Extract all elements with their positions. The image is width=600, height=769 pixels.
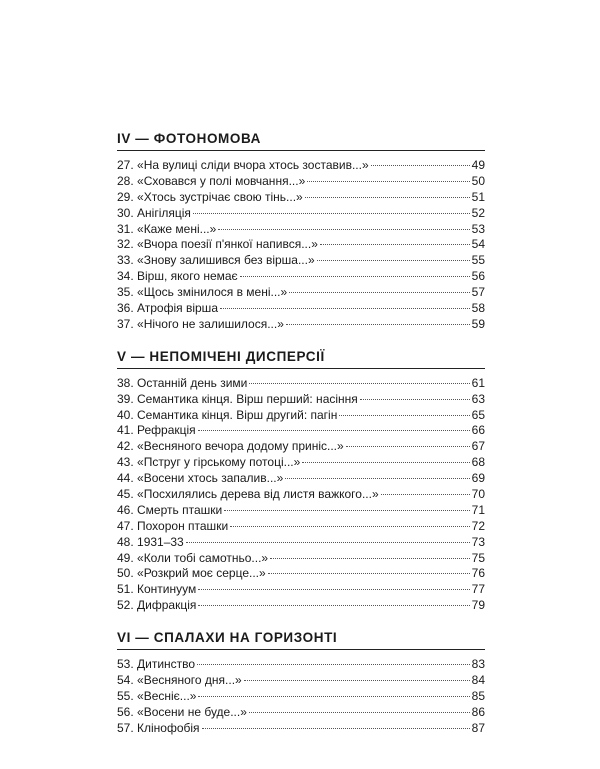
entry-page-number: 59 <box>471 316 485 331</box>
toc-entry <box>117 408 485 424</box>
entry-page-number: 83 <box>471 657 485 672</box>
entry-page-number: 75 <box>471 550 485 565</box>
dot-leader <box>360 399 470 400</box>
toc-entry <box>117 487 485 503</box>
entry-page-number: 79 <box>471 598 485 613</box>
toc-entry <box>117 423 485 439</box>
entry-title: 44. «Восени хтось запалив...» <box>117 471 284 486</box>
entry-page-number: 71 <box>471 502 485 517</box>
toc-entry <box>117 519 485 535</box>
entry-title: 48. 1931–33 <box>117 534 184 549</box>
entry-page-number: 63 <box>471 391 485 406</box>
dot-leader <box>346 446 470 447</box>
toc-section-iv <box>117 128 485 333</box>
toc-entry <box>117 439 485 455</box>
toc-entry <box>117 582 485 598</box>
toc-entry <box>117 376 485 392</box>
entry-title: 55. «Веснiє...» <box>117 688 197 703</box>
dot-leader <box>302 462 469 463</box>
entry-title: 54. «Весняного дня...» <box>117 673 242 688</box>
dot-leader <box>202 728 470 729</box>
entry-page-number: 67 <box>471 439 485 454</box>
dot-leader <box>198 696 469 697</box>
section-entries <box>117 158 485 333</box>
entry-title: 45. «Посхилялись дерева від листя важкого...» <box>117 487 379 502</box>
toc-entry <box>117 237 485 253</box>
section-title: VI — СПАЛАХИ НА ГОРИЗОНТІ <box>117 627 485 650</box>
entry-page-number: 77 <box>471 582 485 597</box>
entry-page-number: 51 <box>471 189 485 204</box>
toc-entry <box>117 222 485 238</box>
toc-entry <box>117 392 485 408</box>
entry-page-number: 53 <box>471 221 485 236</box>
toc-entry <box>117 317 485 333</box>
section-entries <box>117 376 485 614</box>
dot-leader <box>193 213 470 214</box>
dot-leader <box>186 542 470 543</box>
dot-leader <box>289 292 469 293</box>
dot-leader <box>268 573 470 574</box>
entry-page-number: 57 <box>471 285 485 300</box>
toc-entry <box>117 269 485 285</box>
toc-entry <box>117 206 485 222</box>
entry-page-number: 69 <box>471 471 485 486</box>
toc-entry <box>117 721 485 737</box>
entry-title: 32. «Вчора поезії п'янкої напився...» <box>117 237 318 252</box>
entry-page-number: 55 <box>471 253 485 268</box>
entry-title: 37. «Нічого не залишилося...» <box>117 316 284 331</box>
dot-leader <box>198 589 469 590</box>
dot-leader <box>371 165 470 166</box>
toc-entry <box>117 503 485 519</box>
entry-title: 36. Атрофія вірша <box>117 301 218 316</box>
entry-title: 56. «Восени не буде...» <box>117 704 247 719</box>
toc-entry <box>117 301 485 317</box>
entry-title: 46. Смерть пташки <box>117 502 223 517</box>
entry-title: 42. «Весняного вечора додому приніс...» <box>117 439 344 454</box>
toc-entry <box>117 158 485 174</box>
entry-title: 27. «На вулиці сліди вчора хтось зоставив...» <box>117 158 369 172</box>
toc-entry <box>117 657 485 673</box>
entry-title: 29. «Хтось зустрічає свою тінь...» <box>117 189 303 204</box>
section-entries <box>117 657 485 736</box>
entry-page-number: 68 <box>471 455 485 470</box>
dot-leader <box>240 276 470 277</box>
dot-leader <box>218 229 469 230</box>
entry-page-number: 52 <box>471 205 485 220</box>
entry-page-number: 54 <box>471 237 485 252</box>
dot-leader <box>320 244 470 245</box>
entry-page-number: 70 <box>471 487 485 502</box>
dot-leader <box>286 324 470 325</box>
entry-page-number: 50 <box>471 173 485 188</box>
entry-page-number: 58 <box>471 301 485 316</box>
entry-title: 39. Семантика кінця. Вірш перший: насіння <box>117 391 358 406</box>
dot-leader <box>220 308 470 309</box>
toc-section-v <box>117 346 485 614</box>
dot-leader <box>381 494 470 495</box>
dot-leader <box>230 526 470 527</box>
section-title: V — НЕПОМІЧЕНІ ДИСПЕРСІЇ <box>117 346 485 369</box>
dot-leader <box>244 680 470 681</box>
toc-entry <box>117 566 485 582</box>
entry-page-number: 72 <box>471 518 485 533</box>
entry-title: 53. Дитинство <box>117 657 196 672</box>
entry-title: 40. Семантика кінця. Вірш другий: пагін <box>117 407 338 422</box>
entry-title: 33. «Знову залишився без вірша...» <box>117 253 315 268</box>
toc-entry <box>117 673 485 689</box>
toc-entry <box>117 535 485 551</box>
toc-entry <box>117 455 485 471</box>
dot-leader <box>249 383 469 384</box>
toc-entry <box>117 598 485 614</box>
dot-leader <box>198 430 470 431</box>
entry-title: 57. Клінофобія <box>117 720 200 735</box>
entry-title: 49. «Коли тобі самотньо...» <box>117 550 269 565</box>
entry-title: 35. «Щось змінилося в мені...» <box>117 285 288 300</box>
entry-title: 43. «Пструг у гірському потоці...» <box>117 455 301 470</box>
toc-entry <box>117 689 485 705</box>
entry-title: 38. Останній день зими <box>117 375 248 390</box>
dot-leader <box>198 605 469 606</box>
entry-title: 28. «Сховався у полі мовчання...» <box>117 173 306 188</box>
entry-page-number: 76 <box>471 566 485 581</box>
entry-title: 50. «Розкрий моє серце...» <box>117 566 266 581</box>
toc-entry <box>117 174 485 190</box>
entry-title: 31. «Каже мені...» <box>117 221 217 236</box>
entry-page-number: 73 <box>471 534 485 549</box>
toc-entry <box>117 253 485 269</box>
section-title: IV — ФОТОНОМОВА <box>117 128 485 151</box>
entry-title: 41. Рефракція <box>117 423 196 438</box>
dot-leader <box>307 181 469 182</box>
entry-title: 34. Вірш, якого немає <box>117 269 238 284</box>
entry-title: 51. Континуум <box>117 582 197 597</box>
dot-leader <box>317 260 470 261</box>
entry-page-number: 86 <box>471 704 485 719</box>
entry-title: 47. Похорон пташки <box>117 518 229 533</box>
entry-page-number: 87 <box>471 720 485 735</box>
entry-page-number: 84 <box>471 673 485 688</box>
dot-leader <box>285 478 469 479</box>
dot-leader <box>249 712 470 713</box>
entry-page-number: 49 <box>471 158 485 172</box>
toc-section-vi <box>117 627 485 736</box>
entry-page-number: 61 <box>471 375 485 390</box>
dot-leader <box>339 415 469 416</box>
table-of-contents <box>117 128 485 750</box>
entry-title: 30. Анігіляція <box>117 205 191 220</box>
entry-page-number: 65 <box>471 407 485 422</box>
toc-entry <box>117 285 485 301</box>
dot-leader <box>305 197 470 198</box>
entry-title: 52. Дифракція <box>117 598 197 613</box>
dot-leader <box>270 558 470 559</box>
toc-entry <box>117 190 485 206</box>
dot-leader <box>197 664 470 665</box>
toc-entry <box>117 705 485 721</box>
dot-leader <box>224 510 469 511</box>
entry-page-number: 56 <box>471 269 485 284</box>
entry-page-number: 85 <box>471 688 485 703</box>
toc-entry <box>117 551 485 567</box>
entry-page-number: 66 <box>471 423 485 438</box>
toc-entry <box>117 471 485 487</box>
